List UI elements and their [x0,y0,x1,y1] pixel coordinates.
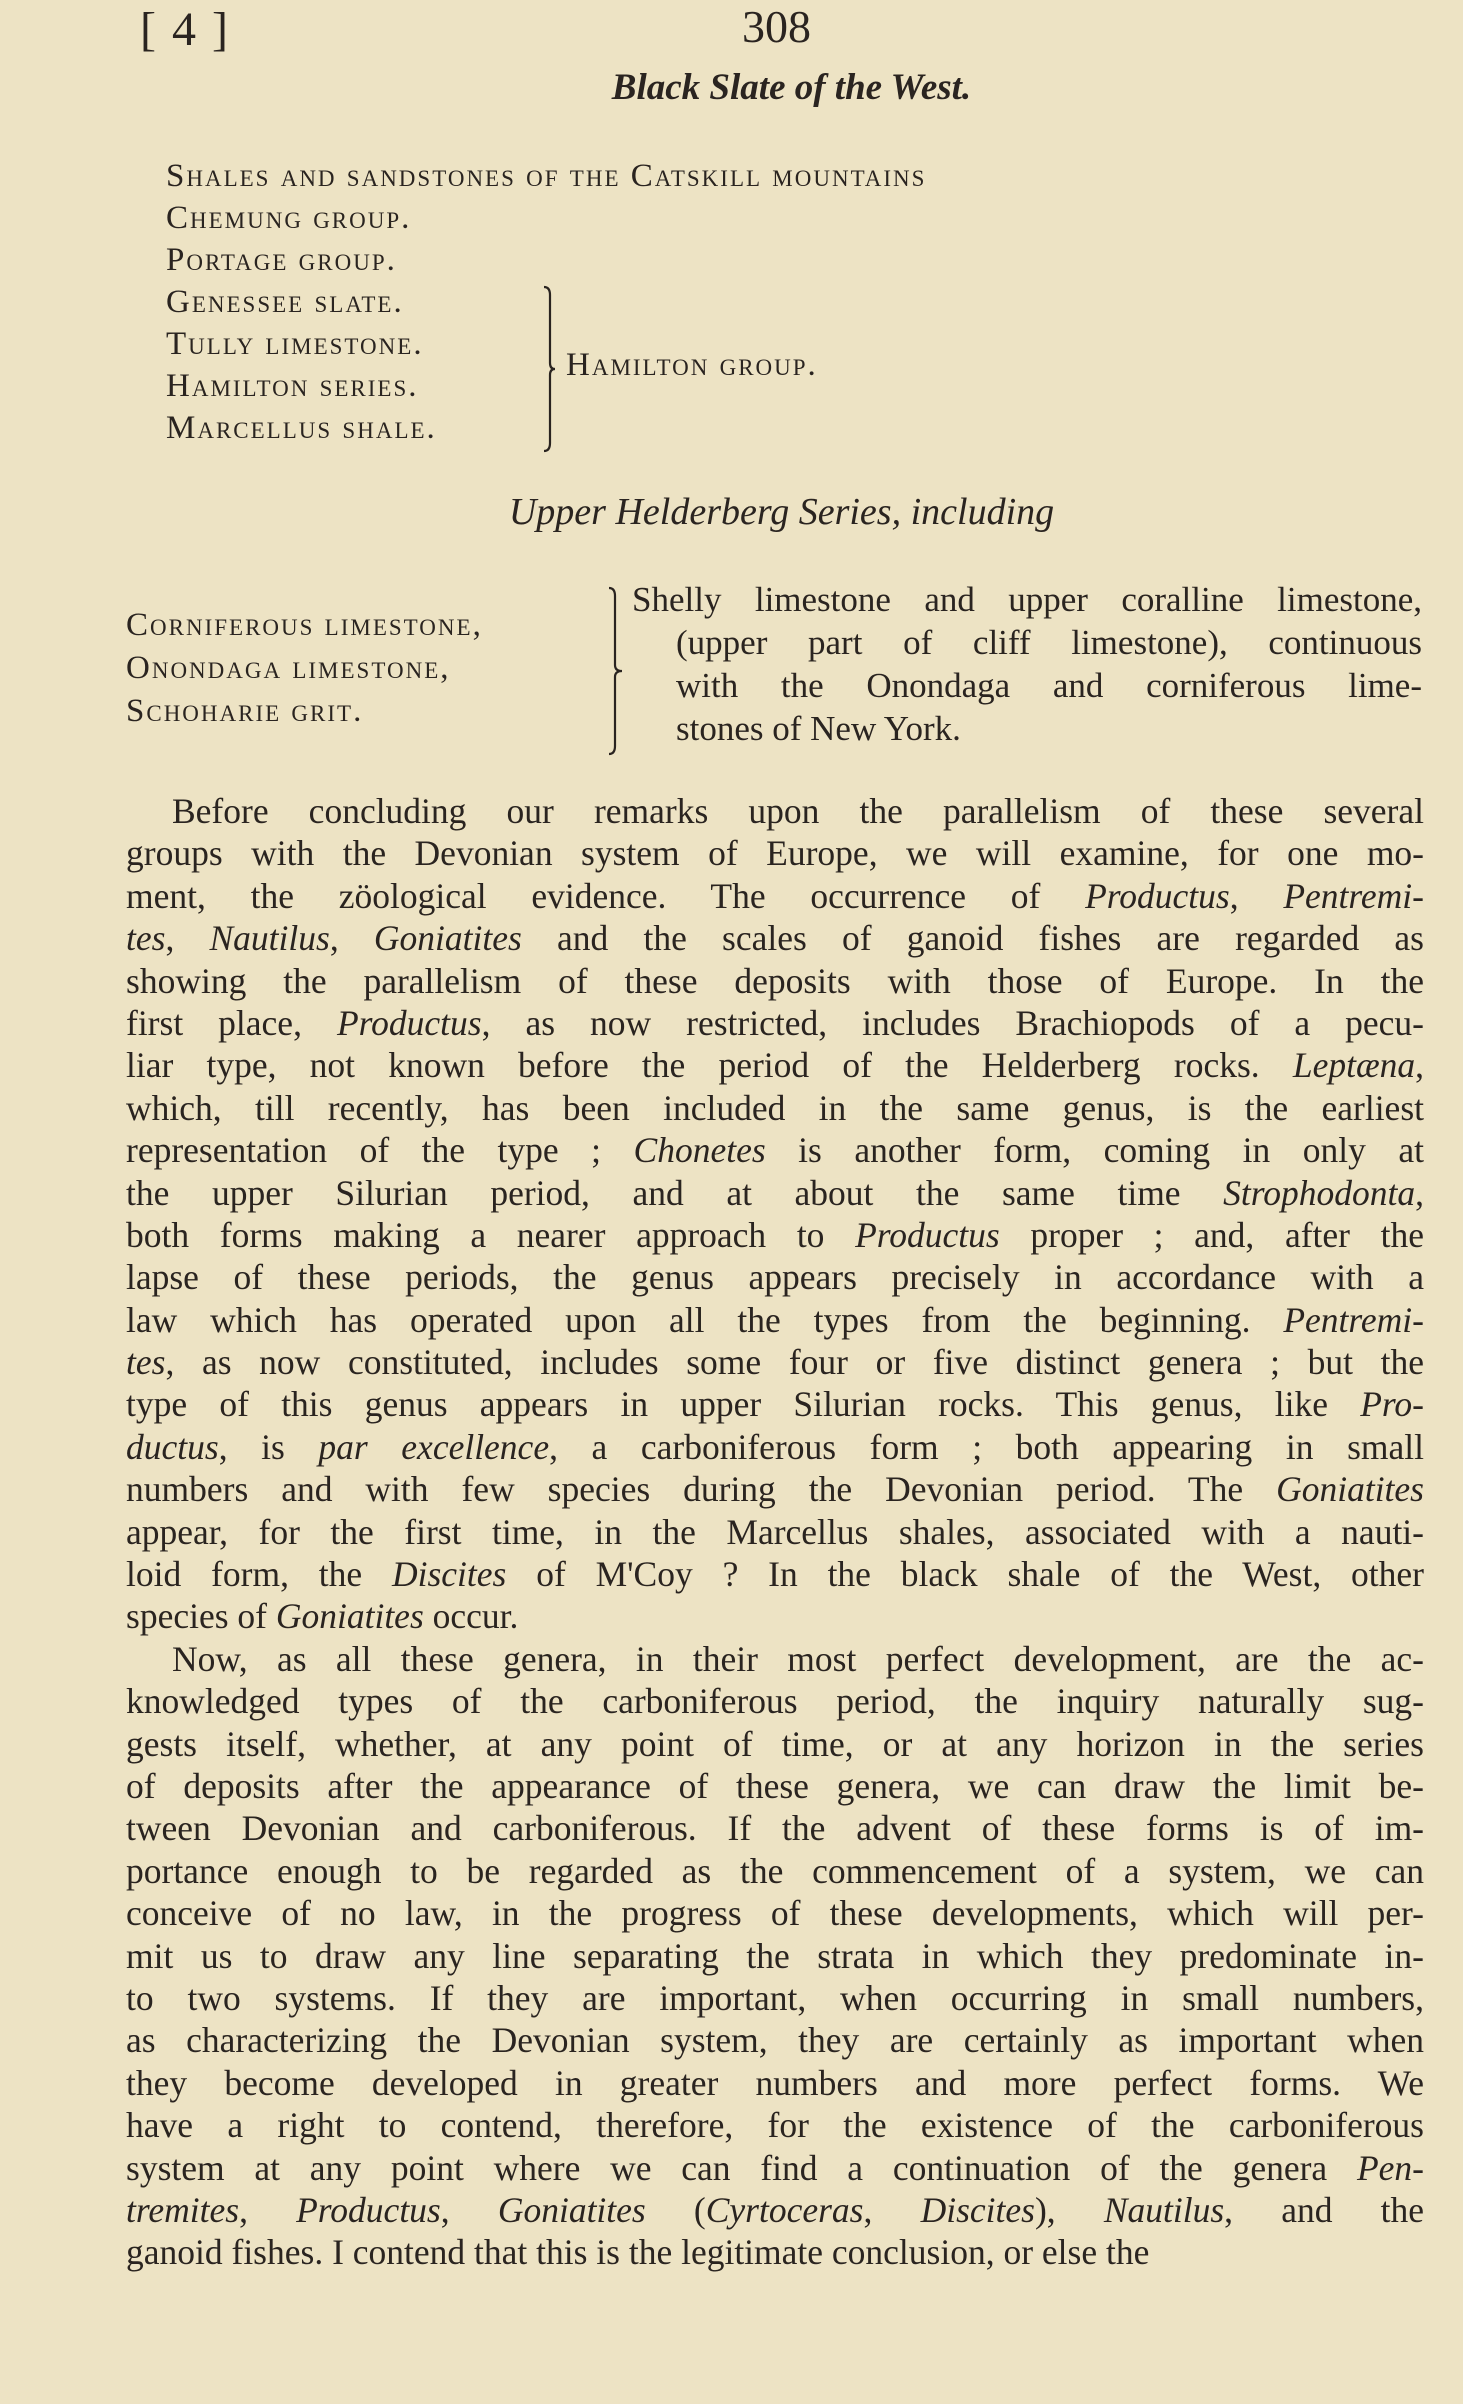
signature-mark: [ 4 ] [140,3,230,56]
body-line: tes, as now constituted, includes some four or five distinct genera ; but the [126,1342,1424,1383]
body-line: lapse of these periods, the genus appears precisely in accordance with a [126,1257,1424,1298]
page-number: 308 [742,1,811,52]
body-line: conceive of no law, in the progress of these developments, which will per- [126,1893,1424,1934]
strata-item: Chemung group. [166,200,412,236]
body-line: Before concluding our remarks upon the parallelism of these several [172,791,1424,831]
body-line: first place, Productus, as now restricted, includes Brachiopods of a pecu- [126,1002,1424,1043]
body-line: system at any point where we can find a continuation of the genera Pen- [126,2147,1424,2188]
body-line: tween Devonian and carboniferous. If the advent of these forms is of im- [126,1808,1424,1849]
body-line: both forms making a nearer approach to Productus proper ; and, after the [126,1214,1424,1255]
hamilton-group-label: Hamilton group. [566,347,818,383]
body-line: type of this genus appears in upper Silurian rocks. This genus, like Pro- [126,1384,1424,1425]
description-line: stones of New York. [676,709,961,748]
strata-item: Hamilton series. [166,368,419,404]
body-line: knowledged types of the carboniferous period, the inquiry naturally sug- [126,1681,1424,1722]
body-line: tes, Nautilus, Goniatites and the scales of ganoid fishes are regarded as [126,918,1424,959]
body-line: tremites, Productus, Goniatites (Cyrtoceras, Discites), Nautilus, and the [126,2189,1424,2230]
body-line: representation of the type ; Chonetes is another form, coming in only at [126,1130,1424,1171]
body-line: law which has operated upon all the types from the beginning. Pentremi- [126,1299,1424,1340]
body-line: have a right to contend, therefore, for the existence of the carboniferous [126,2105,1424,2146]
body-line: as characterizing the Devonian system, they are certainly as important when [126,2020,1424,2061]
body-line: appear, for the first time, in the Marcellus shales, associated with a nauti- [126,1511,1424,1552]
description-line: (upper part of cliff limestone), continuous [676,623,1422,662]
strata-item: Marcellus shale. [166,410,437,446]
helderberg-item: Onondaga limestone, [126,650,451,686]
body-line: species of Goniatites occur. [126,1596,519,1637]
helderberg-description [632,578,1422,750]
body-line: to two systems. If they are important, when occurring in small numbers, [126,1977,1424,2018]
body-line: the upper Silurian period, and at about the same time Strophodonta, [126,1172,1424,1213]
body-line: groups with the Devonian system of Europe, we will examine, for one mo- [126,833,1424,874]
body-line: mit us to draw any line separating the strata in which they predominate in- [126,1935,1424,1976]
description-line: Shelly limestone and upper coralline limestone, [632,580,1422,619]
running-title: Black Slate of the West. [611,67,972,108]
helderberg-brace [606,586,624,756]
body-line: ment, the zöological evidence. The occurrence of Productus, Pentremi- [126,875,1424,916]
body-line: portance enough to be regarded as the commencement of a system, we can [126,1850,1424,1891]
body-line: Now, as all these genera, in their most perfect development, are the ac- [172,1638,1424,1679]
helderberg-item: Corniferous limestone, [126,607,483,643]
body-line: they become developed in greater numbers and more perfect forms. We [126,2062,1424,2103]
hamilton-brace [542,285,556,453]
body-text [126,790,1424,2274]
strata-item: Genessee slate. [166,284,404,320]
strata-item: Portage group. [166,242,397,278]
strata-item: Shales and sandstones of the Catskill mountains [166,158,927,194]
body-line: showing the parallelism of these deposits with those of Europe. In the [126,960,1424,1001]
body-line: which, till recently, has been included in the same genus, is the earliest [126,1087,1424,1128]
body-line: ductus, is par excellence, a carboniferous form ; both appearing in small [126,1426,1424,1467]
body-line: ganoid fishes. I contend that this is the legitimate conclusion, or else the [126,2232,1150,2273]
description-line: with the Onondaga and corniferous lime- [676,666,1422,705]
helderberg-list [126,604,483,733]
body-line: gests itself, whether, at any point of time, or at any horizon in the series [126,1723,1424,1764]
section-subheading: Upper Helderberg Series, including [508,491,1055,533]
body-line: numbers and with few species during the Devonian period. The Goniatites [126,1469,1424,1510]
helderberg-item: Schoharie grit. [126,693,364,729]
strata-item: Tully limestone. [166,326,424,362]
body-line: liar type, not known before the period of the Helderberg rocks. Leptæna, [126,1045,1424,1086]
body-line: of deposits after the appearance of these genera, we can draw the limit be- [126,1765,1424,1806]
body-line: loid form, the Discites of M'Coy ? In the black shale of the West, other [126,1554,1424,1595]
